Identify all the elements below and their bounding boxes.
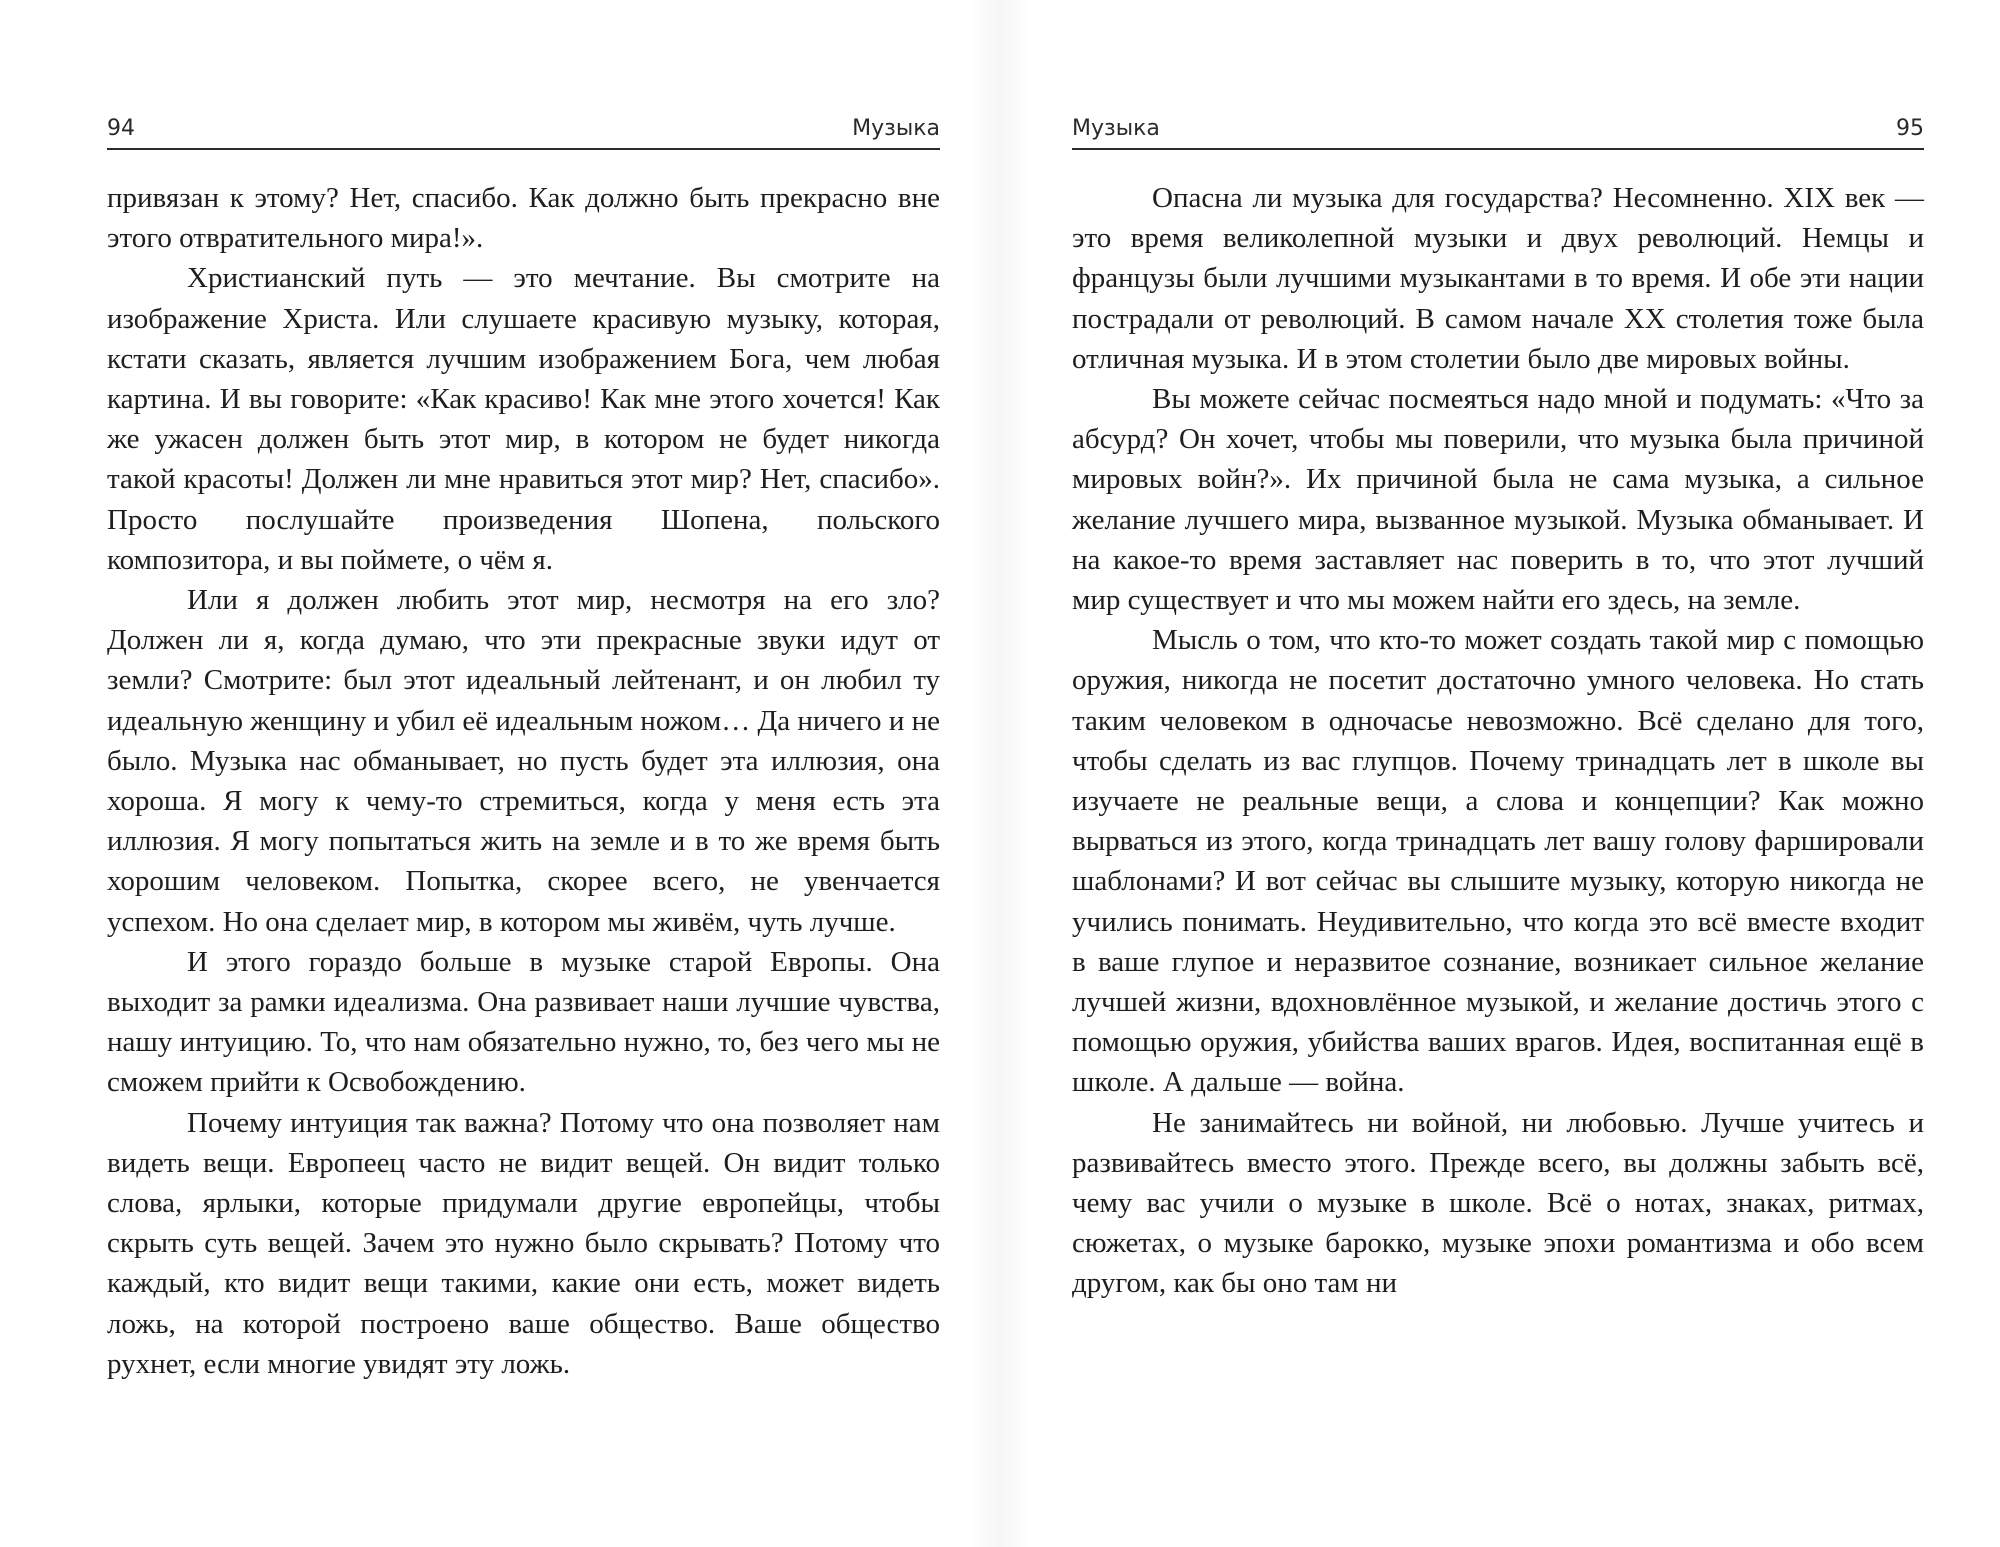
right-running-head [1072, 108, 1924, 150]
left-paragraph-2: Христианский путь — это мечтание. Вы смотрите на изображение Христа. Или слушаете красивую музыку, которая, кстати сказать, является лучшим изображением Бога, чем любая картина. И вы говорите: «Как красиво! Как мне этого хочется! Как же ужасен должен быть этот мир, в котором не будет никогда такой красоты! Должен ли мне нравиться этот мир? Нет, спасибо». Просто послушайте произведения Шопена, польского композитора, и вы поймете, о чём я. [107, 262, 940, 576]
right-paragraph-4: Не занимайтесь ни войной, ни любовью. Лучше учитесь и развивайтесь вместо этого. Прежде всего, вы должны забыть всё, чему вас учили о музыке в школе. Всё о нотах, знаках, ритмах, сюжетах, о музыке барокко, музыке эпохи романтизма и обо всем другом, как бы оно там ни [1072, 1106, 1924, 1300]
right-running-title: Музыка [1072, 116, 1160, 141]
right-paragraph-3: Мысль о том, что кто-то может создать такой мир с помощью оружия, никогда не посетит достаточно умного человека. Но стать таким человеком в одночасье невозможно. Всё сделано для того, чтобы сделать из вас глупцов. Почему тринадцать лет в школе вы изучаете не реальные вещи, а слова и концепции? Как можно вырваться из этого, когда тринадцать лет вашу голову фаршировали шаблонами? И вот сейчас вы слышите музыку, которую никогда не учились понимать. Неудивительно, что когда это всё вместе входит в ваше глупое и неразвитое сознание, возникает сильное желание лучшей жизни, вдохновлённое музыкой, и желание достичь этого с помощью оружия, убийства ваших врагов. Идея, воспитанная ещё в школе. А дальше — война. [1072, 624, 1924, 1099]
right-paragraph-1: Опасна ли музыка для государства? Несомненно. XIX век — это время великолепной музыки и двух революций. Немцы и французы были лучшими музыкантами в то время. И обе эти нации пострадали от революций. В самом начале XX столетия тоже была отличная музыка. И в этом столетии было две мировых войны. [1072, 182, 1924, 375]
left-running-title: Музыка [852, 116, 940, 141]
left-paragraph-4: И этого гораздо больше в музыке старой Европы. Она выходит за рамки идеализма. Она развивает наши лучшие чувства, нашу интуицию. То, что нам обязательно нужно, то, без чего мы не сможем прийти к Освобождению. [107, 945, 940, 1099]
right-body-text [1072, 178, 1924, 1304]
left-paragraph-5: Почему интуиция так важна? Потому что она позволяет нам видеть вещи. Европеец часто не видит вещей. Он видит только слова, ярлыки, которые придумали другие европейцы, чтобы скрыть суть вещей. Зачем это нужно было скрывать? Потому что каждый, кто видит вещи такими, какие они есть, может видеть ложь, на которой построено ваше общество. Ваше общество рухнет, если многие увидят эту ложь. [107, 1106, 940, 1380]
left-running-head [107, 108, 940, 150]
right-page-number: 95 [1896, 116, 1924, 141]
left-paragraph-1: привязан к этому? Нет, спасибо. Как должно быть прекрасно вне этого отвратительного мира!». [107, 182, 940, 255]
left-page-number: 94 [107, 116, 135, 141]
left-body-text [107, 178, 940, 1384]
left-paragraph-3: Или я должен любить этот мир, несмотря на его зло? Должен ли я, когда думаю, что эти прекрасные звуки идут от земли? Смотрите: был этот идеальный лейтенант, и он любил ту идеальную женщину и убил её идеальным ножом… Да ничего и не было. Музыка нас обманывает, но пусть будет эта иллюзия, она хороша. Я могу к чему-то стремиться, когда у меня есть эта иллюзия. Я могу попытаться жить на земле и в то же время быть хорошим человеком. Попытка, скорее всего, не увенчается успехом. Но она сделает мир, в котором мы живём, чуть лучше. [107, 584, 940, 938]
right-page [1000, 0, 2000, 1547]
right-paragraph-2: Вы можете сейчас посмеяться надо мной и подумать: «Что за абсурд? Он хочет, чтобы мы поверили, что музыка была причиной мировых войн?». Их причиной была не сама музыка, а сильное желание лучшего мира, вызванное музыкой. Музыка обманывает. И на какое-то время заставляет нас поверить в то, что этот лучший мир существует и что мы можем найти его здесь, на земле. [1072, 383, 1924, 617]
